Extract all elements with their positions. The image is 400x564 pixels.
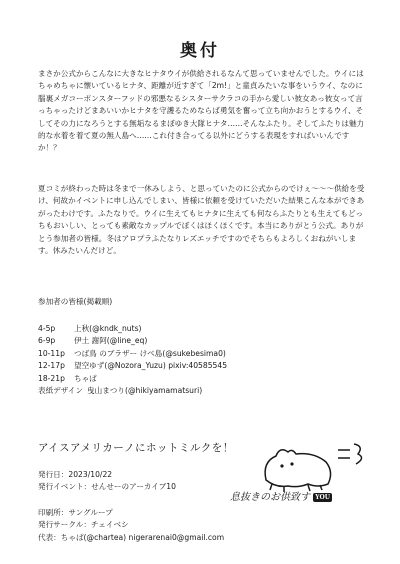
representative: 代表：ちゃぱ(@chartea) nigerarenai0@gmail.com <box>38 532 225 542</box>
participant-row <box>38 335 227 347</box>
publication-info <box>38 469 176 494</box>
participant-name: 伊土 謝阿(@line_eq) <box>74 336 148 346</box>
participant-row <box>38 323 227 335</box>
participants-header: 参加者の皆様(掲載順) <box>38 297 113 306</box>
participant-name: 上秋(@kndk_nuts) <box>74 324 142 333</box>
participant-name: つば鳥 のブラザー けべ島(@sukebesima0) <box>74 348 226 358</box>
participant-pages: 10-11p <box>38 348 65 358</box>
issue-date: 発行日：2023/10/22 <box>38 470 113 479</box>
participant-pages: 4-5p <box>38 324 56 333</box>
participants-list <box>38 323 227 397</box>
printer: 印刷所：サングループ <box>38 508 113 517</box>
participant-row <box>38 373 227 385</box>
participant-row <box>38 360 227 372</box>
page-title: 奥付 <box>180 41 220 61</box>
participant-pages: 18-21p <box>38 373 65 383</box>
participant-name: ちゃぱ <box>74 373 97 383</box>
participant-name: 望空ゆず(@Nozora_Yuzu) pixiv:40585545 <box>74 361 228 371</box>
printing-info <box>38 507 224 544</box>
participant-row <box>38 348 227 360</box>
afterword-paragraph-2: 夏コミが終わった時は冬まで一休みしよう、と思っていたのに公式からのでけぇ〜〜〜供給を受け、何故かイベントに申し込んでしまい、皆様に依頼を受けていただいた結果こんな本ができあがったわけです。ふたなりで。ウイに生えてもヒナタに生えても何ならふたりとも生えてもどっちもおいしい、とっても素敵なカップルでぼくはほくほくです。本当にありがとう公式。ありがとう参加者の皆様。冬はアロプラふたなりレズエッチですのでそちらもよろしくおねがいします。休みたいんだけど。 <box>38 184 365 256</box>
participant-row <box>38 385 227 397</box>
circle-name: 発行サークル：チェイベシ <box>38 520 129 530</box>
participant-name: 曳山まつり(@hikiyamamatsuri) <box>87 386 203 396</box>
book-title: アイスアメリカーノにホットミルクを！ <box>38 442 234 454</box>
afterword-paragraph-1: まさか公式からこんなに大きなヒナタウイが供給されるなんて思っていませんでした。ウイにはちゃめちゃに懐いているヒナタ、距離が近すぎて「2m!」と童貞みたいな事をいうウイ、なのに腦裏メガコーポンスターフッドの邪悪なるシスターサクラコの手から愛しい彼女あっ彼女って言っちゃったけどまあいいかヒナタを守護るためならば勇気を奮って立ち向かおうとするウイ、そしてその力になろうとする無垢なるまぼゆき大隊ヒナタ……そんなふたり。そしてふたりは魅力的な水着を着て夏の無人島へ……これ付き合ってる以外にどうする表現をすればいいんですか！？ <box>38 69 365 153</box>
participant-pages: 表紙デザイン <box>38 386 84 396</box>
handwritten-note <box>230 488 380 503</box>
participant-pages: 6-9p <box>38 336 56 346</box>
participant-pages: 12-17p <box>38 361 65 371</box>
you-badge: YOU <box>315 494 330 501</box>
issue-event: 発行イベント：せんせーのアーカイブ10 <box>38 482 176 492</box>
handwritten-text: 息抜きのお供致す <box>230 492 310 503</box>
